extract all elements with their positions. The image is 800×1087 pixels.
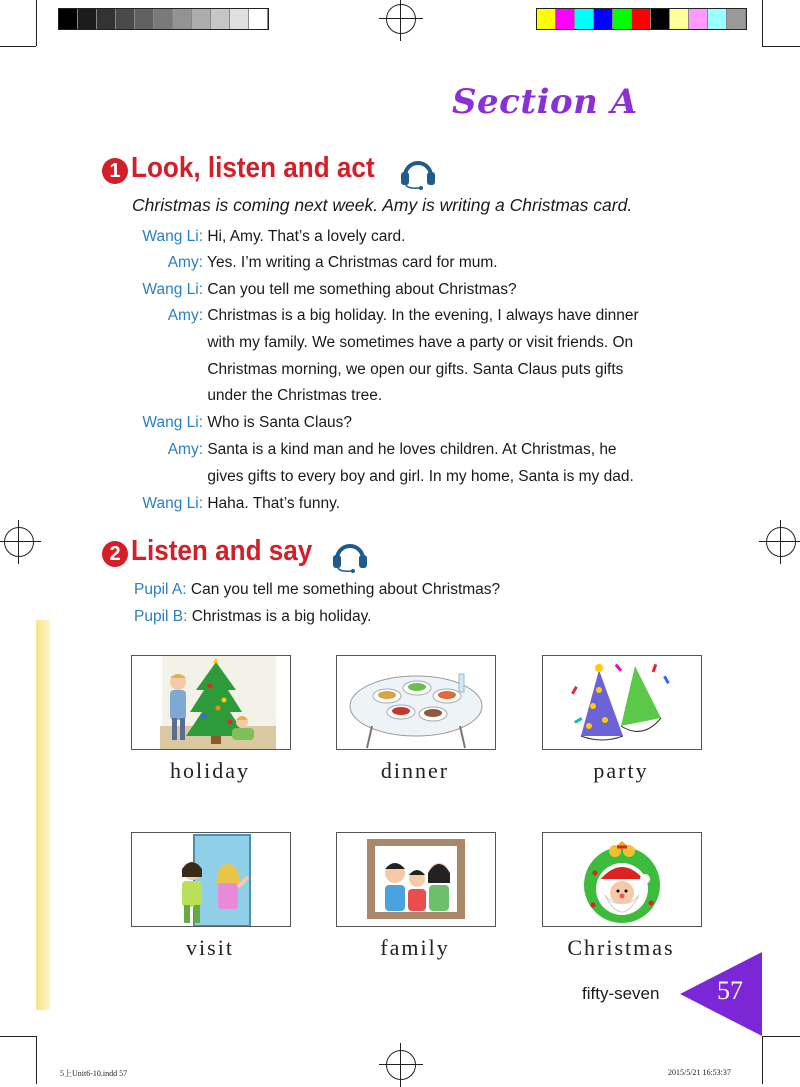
headphones-icon[interactable] (330, 535, 370, 573)
dinner-table-illustration (337, 656, 495, 749)
party-picture-card (542, 655, 702, 750)
christmas-picture-card (542, 832, 702, 927)
dialogue-line: Wang Li: Who is Santa Claus? (142, 414, 353, 431)
page-number-word: fifty-seven (582, 984, 660, 1003)
dialogue-line: gives gifts to every boy and girl. In my home, Santa is my dad. (207, 468, 634, 485)
christmas-tree-family-illustration (132, 656, 290, 749)
dialogue-line: Pupil A: Can you tell me something about Christmas? (134, 581, 501, 598)
part1-number: 1 (102, 158, 128, 184)
vocab-word-family: family (380, 935, 450, 960)
vocab-word-holiday: holiday (170, 758, 250, 783)
dialogue-line: with my family. We sometimes have a party or visit friends. On (207, 334, 634, 351)
vocab-word-christmas: Christmas (567, 935, 675, 960)
dinner-picture-card (336, 655, 496, 750)
grayscale-bar (58, 8, 269, 30)
family-picture-card (336, 832, 496, 927)
headphones-icon[interactable] (398, 152, 438, 190)
footer-filename: 5上Unit6-10.indd 57 (60, 1069, 128, 1078)
santa-wreath-illustration (543, 833, 701, 926)
page-edge-strip (36, 620, 50, 1010)
holiday-picture-card (131, 655, 291, 750)
registration-mark-right (766, 527, 796, 557)
vocab-word-visit: visit (186, 935, 234, 960)
page-number: 57 (717, 976, 743, 1005)
dialogue-line: Amy: Santa is a kind man and he loves children. At Christmas, he (167, 441, 617, 458)
dialogue-line: Wang Li: Hi, Amy. That’s a lovely card. (142, 228, 406, 245)
footer-timestamp: 2015/5/21 16:53:37 (668, 1068, 731, 1077)
part2-number: 2 (102, 541, 128, 567)
part1-title: Look, listen and act (131, 152, 375, 184)
visiting-friends-illustration (132, 833, 290, 926)
dialogue-line: Pupil B: Christmas is a big holiday. (134, 608, 372, 625)
dialogue-line: Amy: Yes. I’m writing a Christmas card for mum. (167, 254, 498, 271)
visit-picture-card (131, 832, 291, 927)
family-photo-illustration (337, 833, 495, 926)
dialogue-line: Wang Li: Haha. That’s funny. (142, 495, 341, 512)
vocab-word-dinner: dinner (380, 758, 450, 783)
color-bar (536, 8, 747, 30)
part2-title: Listen and say (131, 535, 313, 567)
dialogue-line: Wang Li: Can you tell me something about Christmas? (142, 281, 517, 298)
dialogue-line: under the Christmas tree. (207, 387, 383, 404)
vocab-word-party: party (593, 758, 649, 783)
registration-mark-bottom (386, 1050, 416, 1080)
intro-text: Christmas is coming next week. Amy is writing a Christmas card. (132, 195, 633, 215)
dialogue-line: Amy: Christmas is a big holiday. In the evening, I always have dinner (167, 307, 639, 324)
section-title: Section A (452, 82, 638, 122)
registration-mark-top (386, 4, 416, 34)
dialogue-line: Christmas morning, we open our gifts. Santa Claus puts gifts (207, 361, 624, 378)
party-hats-illustration (543, 656, 701, 749)
registration-mark-left (4, 527, 34, 557)
